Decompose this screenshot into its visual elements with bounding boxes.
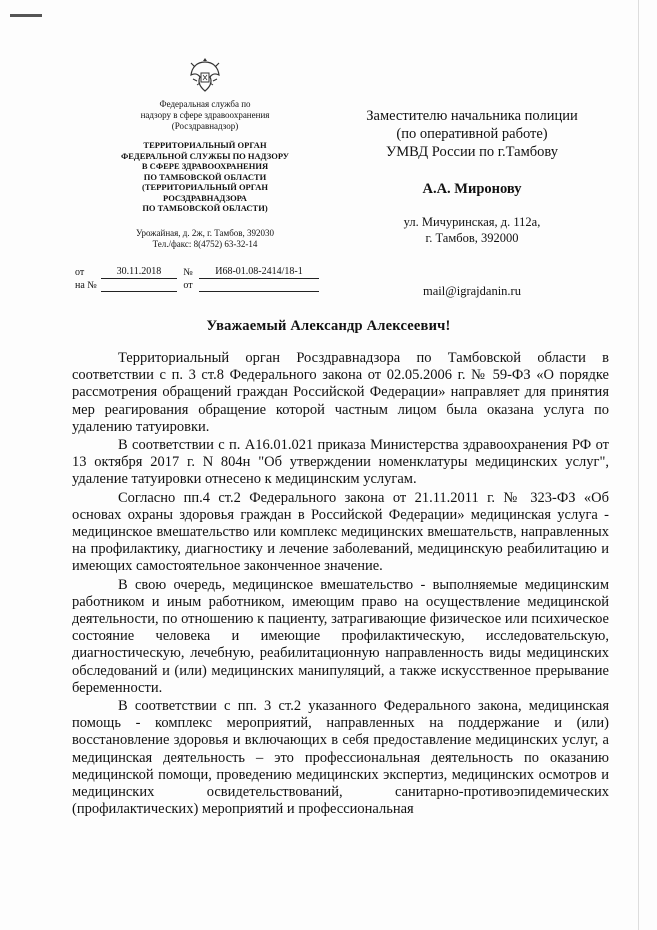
scan-mark xyxy=(10,14,42,17)
recipient-address-line: ул. Мичуринская, д. 112а, xyxy=(403,215,541,229)
reference-number xyxy=(101,291,177,292)
outgoing-number-row xyxy=(75,266,345,279)
agency-line: надзору в сфере здравоохранения xyxy=(140,110,270,120)
recipient-title-line: Заместителю начальника полиции xyxy=(366,108,578,124)
body-paragraph: В соответствии с пп. 3 ст.2 указанного Федерального закона, медицинская помощь - комплекс мероприятий, направленных на поддержание и (или) восстановление здоровья и включающих в себя предоставление медицинских услуг, а медицинская деятельность – это профессиональная деятельность по оказанию медицинской помощи, проведению медицинских экспертиз, медицинских осмотров и медицинских освидетельствований, санитарно-противоэпидемических (профилактических) мероприятий и профессиональная xyxy=(72,698,609,818)
salutation: Уважаемый Александр Алексеевич! xyxy=(206,318,451,334)
recipient-name: А.А. Миронову xyxy=(422,181,522,197)
address-line: Урожайная, д. 2ж, г. Тамбов, 392030 xyxy=(135,227,275,238)
recipient-block xyxy=(358,107,586,299)
body-paragraph: В свою очередь, медицинское вмешательство - выполняемые медицинским работником и иным работником, имеющим право на осуществление медицинской деятельности, по отношению к пациенту, затрагивающие физическое или психическое состояние человека и имеющие профилактическую, исследовательскую, диагностическую, лечебную, реабилитационную направленность виды медицинских обследований и (или) медицинских манипуляций, а также искусственное прерывание беременности. xyxy=(72,576,609,696)
agency-line: Федеральная служба по xyxy=(159,99,251,109)
recipient-title-line: УМВД России по г.Тамбову xyxy=(385,144,559,160)
organ-line: В СФЕРЕ ЗДРАВООХРАНЕНИЯ xyxy=(141,161,269,171)
recipient-email: mail@igrajdanin.ru xyxy=(423,284,521,298)
document-date: 30.11.2018 xyxy=(101,265,177,279)
body-paragraph: Территориальный орган Росздравнадзора по Тамбовской области в соответствии с п. 3 ст.8 Федерального закона от 02.05.2006 г. № 59-ФЗ «О порядке рассмотрения обращений граждан Российской Федерации» направляет для принятия мер реагирования обращение которой частным лицом была оказана услуга по удалению татуировки. xyxy=(72,350,609,435)
agency-line: (Росздравнадзор) xyxy=(171,121,239,131)
agency-name xyxy=(95,99,315,132)
organ-line: ТЕРРИТОРИАЛЬНЫЙ ОРГАН xyxy=(143,140,267,150)
organ-line: ФЕДЕРАЛЬНОЙ СЛУЖБЫ ПО НАДЗОРУ xyxy=(120,150,290,161)
territorial-organ-name xyxy=(95,140,315,214)
body-paragraph: В соответствии с п. А16.01.021 приказа Министерства здравоохранения РФ от 13 октября 2017 г. N 804н "Об утверждении номенклатуры медицинских услуг", удаление татуировки отнесено к медицинским услугам. xyxy=(72,437,609,488)
ref-label: на № xyxy=(75,280,97,291)
organ-line: ПО ТАМБОВСКОЙ ОБЛАСТИ xyxy=(143,171,267,182)
recipient-address-line: г. Тамбов, 392000 xyxy=(425,231,519,245)
reference-date xyxy=(199,291,319,292)
recipient-address xyxy=(358,214,586,246)
organ-line: РОСЗДРАВНАДЗОРА xyxy=(163,192,247,203)
number-label: № xyxy=(183,267,193,278)
phone-line: Тел./факс: 8(4752) 63-32-14 xyxy=(152,238,258,249)
recipient-title-line: (по оперативной работе) xyxy=(396,126,548,142)
document-number: И68-01.08-2414/18-1 xyxy=(199,265,319,279)
from-label: от xyxy=(75,267,85,278)
registration-block xyxy=(75,266,345,292)
scan-edge xyxy=(638,0,639,930)
ref-from-label: от xyxy=(183,280,193,291)
sender-block xyxy=(95,55,315,250)
organ-line: ПО ТАМБОВСКОЙ ОБЛАСТИ) xyxy=(142,203,268,213)
coat-of-arms-emblem xyxy=(187,55,223,95)
sender-address xyxy=(95,228,315,250)
letter-body xyxy=(72,350,609,818)
body-paragraph: Согласно пп.4 ст.2 Федерального закона от 21.11.2011 г. № 323-ФЗ «Об основах охраны здоровья граждан в Российской Федерации» медицинская услуга - медицинское вмешательство или комплекс медицинских вмешательств, направленных на профилактику, диагностику и лечение заболеваний, медицинскую реабилитацию и имеющих самостоятельное законченное значение. xyxy=(72,489,609,575)
reference-number-row xyxy=(75,279,345,292)
organ-line: (ТЕРРИТОРИАЛЬНЫЙ ОРГАН xyxy=(142,182,268,192)
